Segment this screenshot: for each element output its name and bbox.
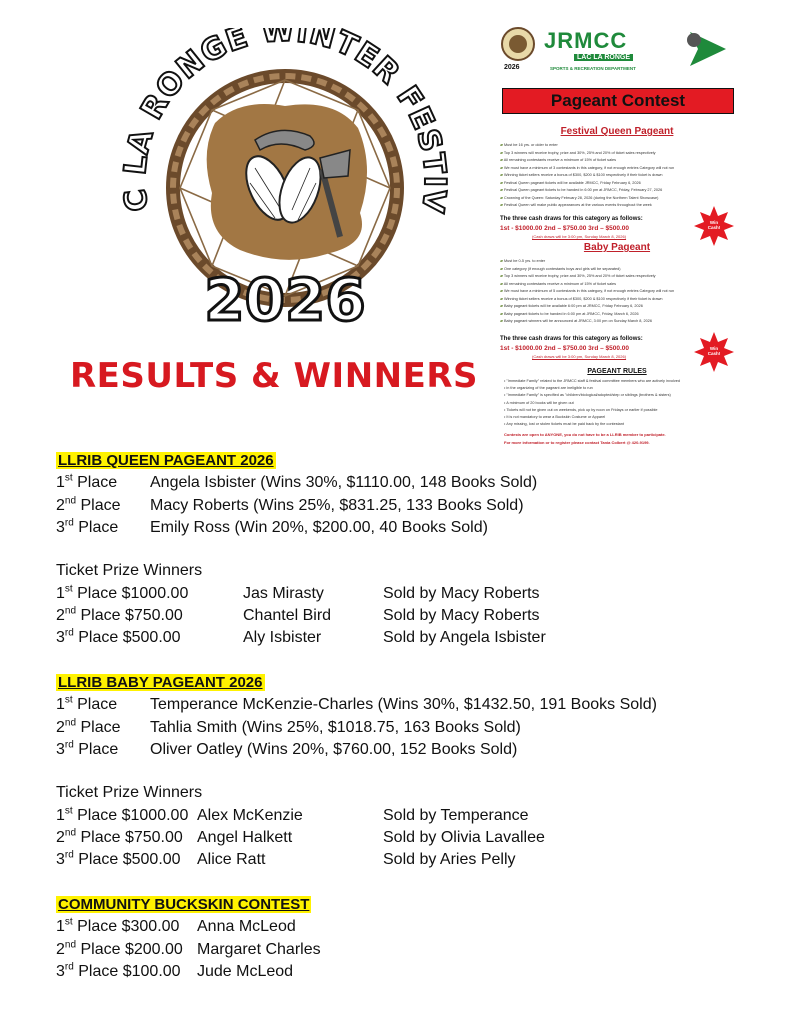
chief-arrow-icon (684, 26, 730, 72)
poster-line: ▰ Baby pageant winners will be announced at JRMCC, 3:00 pm on Sunday March 8, 2026 (500, 318, 738, 323)
place-ordinal: st (64, 472, 73, 484)
place-detail: Emily Ross (Win 20%, $200.00, 40 Books Sold) (150, 519, 488, 536)
poster-line: ▰ Top 3 winners will receive trophy, prize and 30%, 25% and 20% of ticket sales respectively (500, 150, 738, 155)
place-detail: Tahlia Smith (Wins 25%, $1018.75, 163 Books Sold) (150, 718, 521, 736)
queen-poster-heading: Festival Queen Pageant (560, 126, 674, 137)
org-sub: LAC LA RONGE (574, 54, 633, 61)
poster-line: ▰ Winning ticket sellers receive a bonus of $300, $200 & $100 respectively if their ticket is drawn (500, 172, 738, 177)
poster-line: • It is not mandatory to wear a Buckskin Costume or Apparel (504, 415, 738, 419)
poster-line: ▰ Top 3 winners will receive trophy, prize and 30%, 25% and 20% of ticket sales respectively (500, 273, 738, 278)
ticket-seller: Sold by Macy Roberts (383, 607, 540, 625)
baby-ticket-heading: Ticket Prize Winners (56, 784, 203, 801)
place-label (56, 694, 117, 716)
poster-line: ▰ Festival Queen will make public appearances at the various events throughout the week (500, 202, 738, 207)
place-number: 2 (56, 496, 65, 514)
place-ordinal: rd (64, 628, 74, 640)
place-text: Place $1000.00 (72, 585, 189, 602)
ticket-seller: Sold by Temperance (383, 807, 529, 824)
place-text: Place $100.00 (73, 963, 181, 980)
win-cash-label-2: Win Cash! (707, 346, 721, 356)
results-title: RESULTS & WINNERS (70, 356, 478, 396)
place-number: 1 (56, 474, 65, 491)
org-name: JRMCC (544, 28, 628, 53)
win-cash-label: Win Cash! (707, 220, 721, 230)
place-text: Place $200.00 (76, 940, 183, 958)
place-label (56, 605, 183, 627)
place-label (56, 717, 121, 739)
baby-poster-heading: Baby Pageant (583, 242, 651, 253)
place-ordinal: st (64, 694, 73, 706)
place-detail: Macy Roberts (Wins 25%, $831.25, 133 Books Sold) (150, 496, 524, 514)
poster-line: ▰ We must have a minimum of 3 contestants in this category, if not enough entries Category will not run (500, 165, 738, 170)
place-detail: Oliver Oatley (Wins 20%, $760.00, 152 Books Sold) (150, 741, 518, 758)
place-label (56, 472, 117, 494)
place-number: 3 (56, 741, 65, 758)
poster-line: ▰ Festival Queen pageant tickets will be available JRMCC, Friday February 6, 2026 (500, 180, 738, 185)
place-label (56, 827, 183, 849)
place-text: Place $500.00 (73, 629, 181, 647)
ticket-winner: Jas Mirasty (243, 585, 324, 602)
queen-ticket-heading: Ticket Prize Winners (56, 562, 203, 579)
place-text: Place (76, 718, 121, 736)
queen-section-heading: LLRIB QUEEN PAGEANT 2026 (58, 452, 274, 469)
pageant-poster (492, 22, 742, 452)
place-number: 1 (56, 918, 65, 935)
poster-line: ▰ Crowning of the Queen: Saturday February 28, 2026 (during the Northern Talent Showcase) (500, 195, 738, 200)
place-number: 3 (56, 851, 65, 869)
ticket-seller: Sold by Angela Isbister (383, 629, 546, 647)
queen-draws-heading: The three cash draws for this category as follows: (500, 216, 643, 222)
place-winner: Margaret Charles (197, 940, 321, 958)
place-number: 3 (56, 963, 65, 980)
place-number: 3 (56, 519, 65, 536)
ticket-winner: Alex McKenzie (197, 807, 303, 824)
place-label (56, 849, 181, 871)
place-label (56, 495, 121, 517)
buckskin-section-heading: COMMUNITY BUCKSKIN CONTEST (58, 896, 310, 913)
place-text: Place $750.00 (76, 829, 183, 847)
ticket-winner: Angel Halkett (197, 829, 293, 847)
place-detail: Angela Isbister (Wins 30%, $1110.00, 148 Books Sold) (150, 474, 538, 491)
place-label (56, 939, 183, 961)
open-line: Contests are open to ANYONE, you do not have to be a LLRIB member to participate. (504, 432, 666, 437)
poster-line: • Any missing, lost or stolen tickets must be paid back by the contestant (504, 422, 738, 426)
place-label (56, 805, 188, 827)
place-detail: Temperance McKenzie-Charles (Wins 30%, $1432.50, 191 Books Sold) (150, 696, 657, 713)
baby-draws: 1st - $1000.00 2nd – $750.00 3rd – $500.00 (500, 345, 630, 352)
place-label (56, 739, 118, 761)
place-label (56, 517, 118, 539)
place-number: 2 (56, 940, 65, 958)
poster-line: ▰ Must be 0-5 yrs. to enter (500, 258, 738, 263)
place-text: Place $300.00 (72, 918, 180, 935)
place-text: Place $500.00 (73, 851, 181, 869)
place-winner: Anna McLeod (197, 918, 296, 935)
poster-line: ▰ All remaining contestants receive a minimum of 15% of ticket sales (500, 157, 738, 162)
place-text: Place $1000.00 (72, 807, 189, 824)
ticket-seller: Sold by Olivia Lavallee (383, 829, 545, 847)
baby-draw-note: (Cash draws will be 3:00 pm, Sunday March 8, 2026) (532, 354, 627, 359)
poster-line: ▰ Festival Queen pageant tickets to be handed in 6:00 pm at JRMCC, Friday, February 27, 2026 (500, 187, 738, 192)
poster-line: • in the organizing of the pageant are ineligible to run (504, 386, 738, 390)
logo-year: 2026 (204, 266, 366, 334)
baby-section-heading: LLRIB BABY PAGEANT 2026 (58, 674, 263, 691)
place-ordinal: rd (64, 961, 74, 973)
place-ordinal: nd (64, 939, 77, 951)
logo-arc-text: C LA RONGE WINTER FESTIV (120, 28, 450, 214)
seal-year: 2026 (504, 64, 520, 71)
poster-line: ▰ One category (if enough contestants boys and girls will be separated) (500, 266, 738, 271)
ticket-winner: Chantel Bird (243, 607, 332, 625)
place-number: 1 (56, 696, 65, 713)
festival-logo (120, 28, 450, 338)
poster-line: • "Immediate Family" is specified as "children/biological/adopted/step or siblings (brothers & sisters) (504, 393, 738, 397)
ticket-winner: Alice Ratt (197, 851, 266, 869)
place-ordinal: st (64, 583, 73, 595)
ticket-seller: Sold by Aries Pelly (383, 851, 516, 869)
place-ordinal: st (64, 805, 73, 817)
place-number: 1 (56, 585, 65, 602)
place-text: Place (76, 496, 121, 514)
place-ordinal: nd (64, 717, 77, 729)
dreamcatcher-logo-graphic (120, 28, 450, 338)
org-dept: SPORTS & RECREATION DEPARTMENT (550, 66, 636, 71)
place-label (56, 583, 188, 605)
queen-draws: 1st - $1000.00 2nd – $750.00 3rd – $500.00 (500, 225, 630, 232)
place-ordinal: st (64, 916, 73, 928)
poster-line: ▰ Baby pageant tickets to be handed in 6:00 pm at JRMCC, Friday, March 6, 2026 (500, 311, 738, 316)
pageant-banner: Pageant Contest (502, 88, 734, 114)
place-ordinal: nd (64, 605, 77, 617)
place-text: Place (72, 696, 118, 713)
poster-line: ▰ We must have a minimum of 5 contestants in this category, if not enough entries Category will not run (500, 288, 738, 293)
place-number: 3 (56, 629, 65, 647)
place-text: Place (72, 474, 118, 491)
place-ordinal: rd (64, 850, 74, 862)
place-ordinal: nd (64, 827, 77, 839)
place-label (56, 627, 181, 649)
place-label (56, 961, 181, 983)
place-number: 1 (56, 807, 65, 824)
place-label (56, 916, 179, 938)
place-text: Place (73, 741, 119, 758)
place-text: Place (73, 519, 119, 536)
poster-line: ▰ Must be 16 yrs. or older to enter (500, 142, 738, 147)
contact-line: For more information or to register please contact Tania Colbert @ 420-9199. (504, 440, 650, 445)
place-number: 2 (56, 607, 65, 625)
place-ordinal: rd (64, 517, 74, 529)
place-winner: Jude McLeod (197, 963, 294, 980)
ticket-winner: Aly Isbister (243, 629, 322, 647)
queen-draw-note: (Cash draws will be 3:00 pm, Sunday March 8, 2026) (532, 234, 627, 239)
poster-line: ▰ Baby pageant tickets will be available 6:00 pm at JRMCC, Friday February 6, 2026 (500, 303, 738, 308)
place-ordinal: nd (64, 495, 77, 507)
poster-line: ▰ Winning ticket sellers receive a bonus of $300, $200 & $100 respectively if their ticket is drawn (500, 296, 738, 301)
poster-line: • "Immediate Family" related to the JRMCC staff & festival committee members who are actively involved (504, 379, 738, 383)
place-number: 2 (56, 829, 65, 847)
poster-line: • A minimum of 20 books will be given out (504, 401, 738, 405)
place-text: Place $750.00 (76, 607, 183, 625)
poster-line: ▰ All remaining contestants receive a minimum of 15% of ticket sales (500, 281, 738, 286)
ticket-seller: Sold by Macy Roberts (383, 585, 540, 602)
poster-line: • Tickets will not be given out on weekends, pick up by noon on Fridays or earlier if possible (504, 408, 738, 412)
rules-heading: PAGEANT RULES (587, 368, 647, 375)
place-ordinal: rd (64, 739, 74, 751)
place-number: 2 (56, 718, 65, 736)
baby-draws-heading: The three cash draws for this category as follows: (500, 336, 643, 342)
